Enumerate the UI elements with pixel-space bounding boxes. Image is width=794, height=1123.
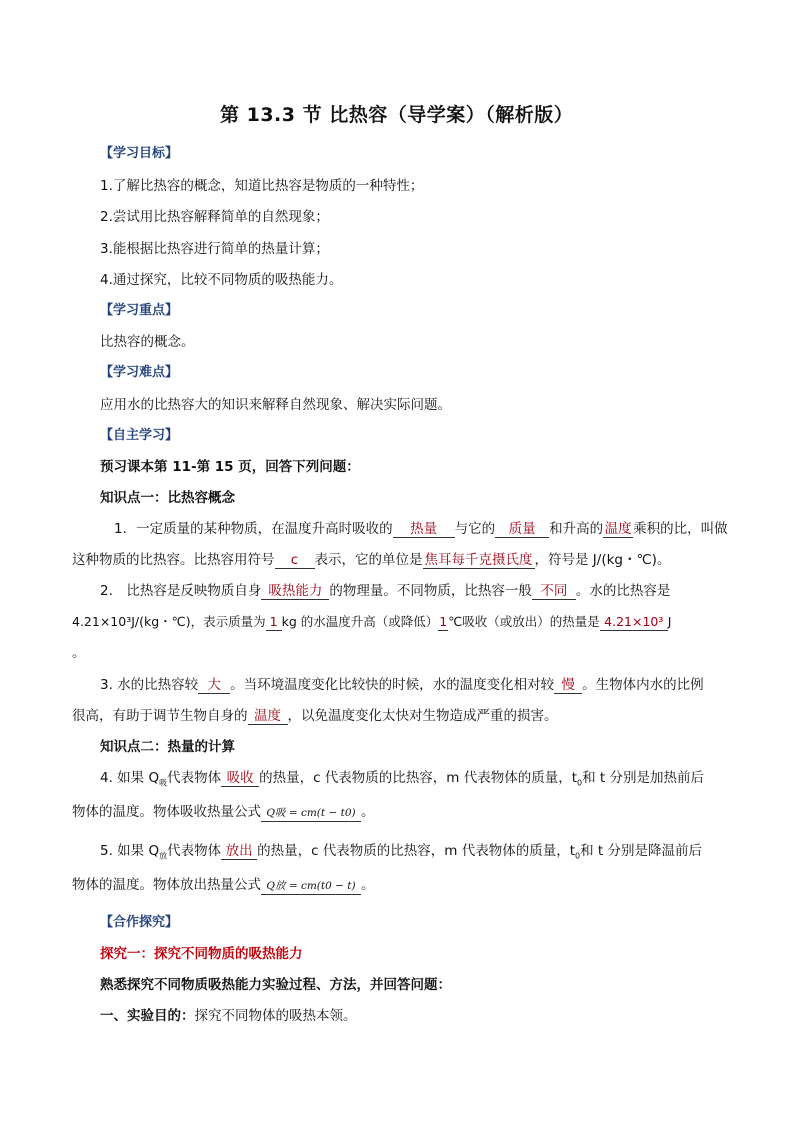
question-4-line-1: 4. 如果 $Q_吸$代表物体 吸收 的热量，c 代表物质的比热容，m 代表物体的质量，$t_0$和 t 分别是加热前后 <box>100 770 705 788</box>
knowledge-point-2-heading: 知识点二：热量的计算 <box>100 739 235 755</box>
page-title: 第 13.3 节 比热容（导学案）（解析版） <box>220 104 574 126</box>
goal-item: 2.尝试用比热容解释简单的自然现象； <box>100 209 329 225</box>
answer-blank: 放出 <box>221 843 257 860</box>
experiment-purpose: 一、实验目的：探究不同物体的吸热本领。 <box>100 1008 357 1024</box>
question-3-line-1: 3. 水的比热容较 大 。当环境温度变化比较快的时候，水的温度变化相对较 慢 。生物体内水的比例 <box>100 677 704 693</box>
answer-blank: 吸收 <box>221 770 259 787</box>
answer-blank: c <box>275 552 315 569</box>
difficulty-text: 应用水的比热容大的知识来解释自然现象、解决实际问题。 <box>100 397 451 413</box>
section-heading-goals: 【学习目标】 <box>100 146 179 161</box>
preview-instruction: 预习课本第 11-第 15 页，回答下列问题： <box>100 459 360 475</box>
section-heading-difficulty: 【学习难点】 <box>100 365 179 380</box>
formula-heat-released: Q放 = cm(t0 − t) <box>261 878 361 895</box>
question-4-line-2: 物体的温度。物体吸收热量公式 Q吸 = cm(t − t0) 。 <box>72 804 375 820</box>
section-heading-key: 【学习重点】 <box>100 303 179 318</box>
section-heading-cooperate: 【合作探究】 <box>100 915 179 930</box>
formula-heat-absorbed: Q吸 = cm(t − t0) <box>261 805 361 822</box>
question-2-line-1: 2. 比热容是反映物质自身 吸热能力 的物理量。不同物质，比热容一般 不同 。水的比热容是 <box>100 583 671 599</box>
question-5-line-2: 物体的温度。物体放出热量公式 Q放 = cm(t0 − t) 。 <box>72 877 375 893</box>
goal-item: 1.了解比热容的概念，知道比热容是物质的一种特性； <box>100 178 424 194</box>
answer-blank: 1 <box>439 614 448 629</box>
answer-blank: 1 <box>266 614 282 631</box>
answer-blank: 慢 <box>554 677 582 694</box>
goal-item: 4.通过探究，比较不同物质的吸热能力。 <box>100 272 343 288</box>
answer-blank: 热量 <box>393 521 455 538</box>
question-5-line-1: 5. 如果 $Q_放$代表物体 放出 的热量，c 代表物质的比热容，m 代表物体的质量，$t_0$和 t 分别是降温前后 <box>100 843 703 861</box>
question-1-line-2: 这种物质的比热容。比热容用符号 c 表示，它的单位是 焦耳每千克摄氏度 ，符号是 J/(kg・℃)。 <box>72 552 671 568</box>
answer-blank: 质量 <box>495 521 549 538</box>
answer-blank: 吸热能力 <box>261 583 329 600</box>
question-3-line-2: 很高，有助于调节生物自身的 温度 ，以免温度变化太快对生物造成严重的损害。 <box>72 708 558 724</box>
explore-intro: 熟悉探究不同物质吸热能力实验过程、方法，并回答问题： <box>100 977 451 993</box>
answer-blank: 不同 <box>532 583 576 600</box>
answer-blank: 焦耳每千克摄氏度 <box>424 552 533 568</box>
answer-blank: 温度 <box>604 521 632 537</box>
answer-blank: 温度 <box>248 708 288 725</box>
answer-blank: 4.21×10³ <box>600 614 668 631</box>
question-2-line-2: 4.21×10³J/(kg・℃)，表示质量为 1 kg 的水温度升高（或降低）1℃吸收（或放出）的热量是 4.21×10³ J <box>72 614 672 629</box>
section-heading-self-study: 【自主学习】 <box>100 428 179 443</box>
knowledge-point-1-heading: 知识点一：比热容概念 <box>100 490 235 506</box>
question-2-line-3: 。 <box>72 645 86 661</box>
key-text: 比热容的概念。 <box>100 334 195 350</box>
question-1-line-1: 1．一定质量的某种物质，在温度升高时吸收的 热量 与它的 质量 和升高的 温度 乘积的比，叫做 <box>114 521 728 537</box>
answer-blank: 大 <box>198 677 230 694</box>
goal-item: 3.能根据比热容进行简单的热量计算； <box>100 241 329 257</box>
explore-heading: 探究一：探究不同物质的吸热能力 <box>100 946 303 962</box>
